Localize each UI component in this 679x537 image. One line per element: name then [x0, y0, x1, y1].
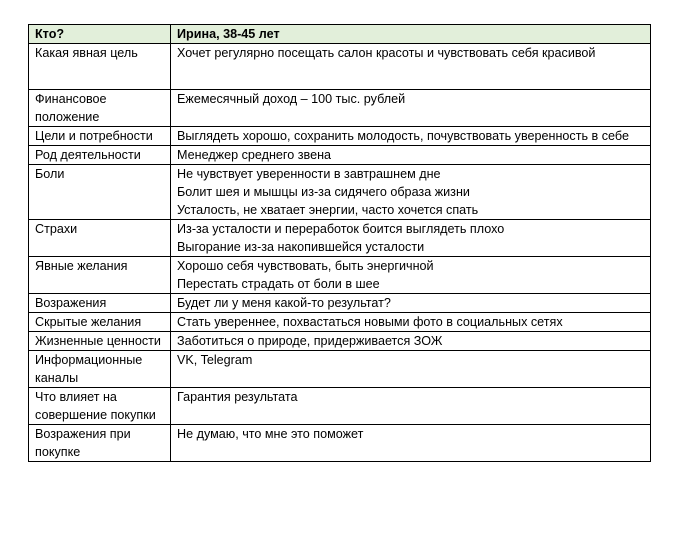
row-value [171, 165, 651, 220]
row-label: Страхи [29, 220, 171, 257]
persona-table [28, 24, 651, 462]
row-label: Возражения при покупке [29, 425, 171, 462]
value-line: Менеджер среднего звена [177, 148, 332, 162]
value-line: VK, Telegram [177, 353, 253, 367]
table-row [29, 388, 651, 425]
table-row [29, 313, 651, 332]
table-row [29, 257, 651, 294]
row-value [171, 388, 651, 425]
row-label: Какая явная цель [29, 44, 171, 90]
value-line: Хочет регулярно посещать салон красоты и чувствовать себя красивой [177, 46, 596, 60]
table-row [29, 44, 651, 90]
table-row [29, 294, 651, 313]
value-line: Ежемесячный доход – 100 тыс. рублей [177, 92, 406, 106]
row-label: Боли [29, 165, 171, 220]
value-line: Выгорание из-за накопившейся усталости [177, 240, 425, 254]
row-value [171, 220, 651, 257]
row-value [171, 313, 651, 332]
row-label: Что влияет на совершение покупки [29, 388, 171, 425]
value-line: Не думаю, что мне это поможет [177, 427, 364, 441]
header-row [29, 25, 651, 44]
table-row [29, 425, 651, 462]
row-label: Род деятельности [29, 146, 171, 165]
value-line: Хорошо себя чувствовать, быть энергичной [177, 259, 434, 273]
row-value [171, 257, 651, 294]
header-persona: Ирина, 38-45 лет [171, 25, 651, 44]
table-row [29, 165, 651, 220]
table-row [29, 90, 651, 127]
row-value [171, 351, 651, 388]
table-row [29, 220, 651, 257]
value-line: Заботиться о природе, придерживается ЗОЖ [177, 334, 443, 348]
row-value [171, 294, 651, 313]
value-line: Стать увереннее, похвастаться новыми фото в социальных сетях [177, 315, 563, 329]
table-row [29, 332, 651, 351]
row-label: Финансовое положение [29, 90, 171, 127]
value-line: Из-за усталости и переработок боится выглядеть плохо [177, 222, 505, 236]
row-value [171, 90, 651, 127]
table-row [29, 127, 651, 146]
row-label: Цели и потребности [29, 127, 171, 146]
persona-card [28, 24, 650, 462]
header-who: Кто? [29, 25, 171, 44]
row-label: Явные желания [29, 257, 171, 294]
row-label: Жизненные ценности [29, 332, 171, 351]
row-label: Скрытые желания [29, 313, 171, 332]
value-line: Усталость, не хватает энергии, часто хочется спать [177, 203, 479, 217]
row-value [171, 332, 651, 351]
value-line: Болит шея и мышцы из-за сидячего образа жизни [177, 185, 470, 199]
row-label: Возражения [29, 294, 171, 313]
value-line: Не чувствует уверенности в завтрашнем дне [177, 167, 441, 181]
table-row [29, 146, 651, 165]
table-row [29, 351, 651, 388]
row-value [171, 44, 651, 90]
value-line: Перестать страдать от боли в шее [177, 277, 380, 291]
row-label: Информационные каналы [29, 351, 171, 388]
value-line: Гарантия результата [177, 390, 298, 404]
row-value [171, 127, 651, 146]
row-value [171, 425, 651, 462]
value-line: Выглядеть хорошо, сохранить молодость, почувствовать уверенность в себе [177, 129, 629, 143]
row-value [171, 146, 651, 165]
value-line: Будет ли у меня какой-то результат? [177, 296, 391, 310]
